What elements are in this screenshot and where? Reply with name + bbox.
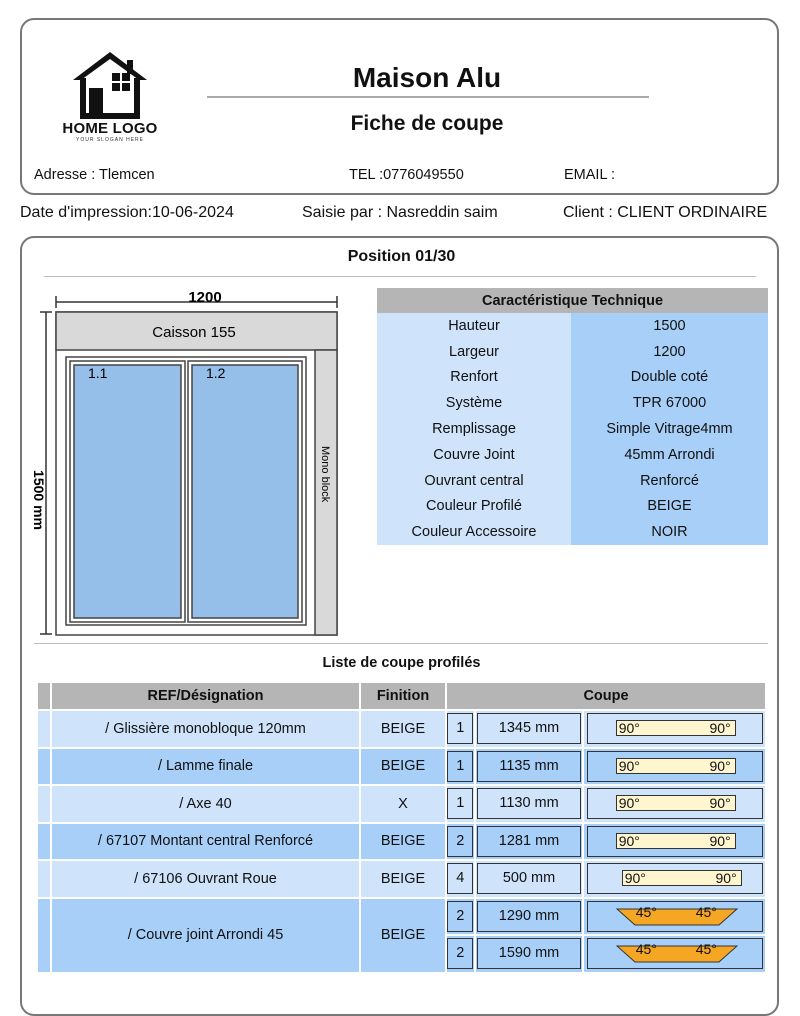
title-divider (207, 96, 649, 98)
document-title: Fiche de coupe (350, 112, 504, 135)
entered-by: Saisie par : Nasreddin saim (302, 204, 498, 221)
section-divider (34, 643, 768, 644)
logo-slogan: YOUR SLOGAN HERE (76, 137, 144, 143)
table-row: / Couvre joint Arrondi 45 BEIGE 2 1290 mm 45° 45° (38, 899, 765, 935)
leaf-1-label: 1.1 (88, 365, 108, 381)
tech-row: Ouvrant central Renforcé (377, 468, 768, 494)
house-icon (67, 50, 153, 120)
angle-box: 45° 45° (587, 938, 763, 969)
angle-box: 90° 90° (587, 751, 763, 782)
cut-list-table (36, 681, 767, 974)
table-row: / Axe 40 X 1 1130 mm 90° 90° (38, 786, 765, 822)
tech-row: Couleur Profilé BEIGE (377, 494, 768, 520)
cut-list-title: Liste de coupe profilés (322, 655, 481, 671)
email: EMAIL : (564, 167, 616, 183)
company-name: Maison Alu (352, 62, 502, 93)
angle-box: 45° 45° (587, 901, 763, 932)
table-row: / Lamme finale BEIGE 1 1135 mm 90° 90° (38, 749, 765, 785)
mono-block-label: Mono block (319, 446, 331, 503)
tech-row: Couleur Accessoire NOIR (377, 519, 768, 545)
angle-box: 90° 90° (587, 713, 763, 744)
technical-table (377, 288, 768, 545)
technical-title: Caractéristique Technique (377, 288, 768, 313)
tech-row: Remplissage Simple Vitrage4mm (377, 416, 768, 442)
table-row: / Glissière monobloque 120mm BEIGE 1 1345 mm 90° 90° (38, 711, 765, 747)
window-drawing (22, 238, 362, 648)
caisson-label: Caisson 155 (152, 324, 236, 341)
client: Client : CLIENT ORDINAIRE (563, 204, 768, 221)
angle-box: 90° 90° (587, 788, 763, 819)
cut-header: Coupe (447, 683, 765, 709)
header-box (20, 18, 779, 195)
width-label: 1200 (188, 289, 222, 306)
tech-row: Largeur 1200 (377, 339, 768, 365)
finish-header: Finition (361, 683, 445, 709)
logo-text: HOME LOGO (62, 120, 158, 137)
telephone: TEL :0776049550 (349, 167, 464, 183)
tech-row: Hauteur 1500 (377, 313, 768, 339)
position-box (20, 236, 779, 1016)
angle-box: 90° 90° (587, 863, 763, 894)
tech-row: Couvre Joint 45mm Arrondi (377, 442, 768, 468)
tech-row: Renfort Double coté (377, 365, 768, 391)
print-date: Date d'impression:10-06-2024 (20, 204, 234, 221)
position-title: Position 01/30 (347, 248, 456, 265)
table-row: 2 1590 mm 45° 45° (38, 936, 765, 972)
table-row: / 67107 Montant central Renforcé BEIGE 2 1281 mm 90° 90° (38, 824, 765, 860)
company-logo (52, 50, 168, 150)
table-row: / 67106 Ouvrant Roue BEIGE 4 500 mm 90° 90° (38, 861, 765, 897)
ref-header: REF/Désignation (52, 683, 359, 709)
tech-row: Système TPR 67000 (377, 390, 768, 416)
height-label: 1500 mm (31, 470, 47, 530)
address: Adresse : Tlemcen (34, 167, 155, 183)
leaf-2-label: 1.2 (206, 365, 226, 381)
angle-box: 90° 90° (587, 826, 763, 857)
